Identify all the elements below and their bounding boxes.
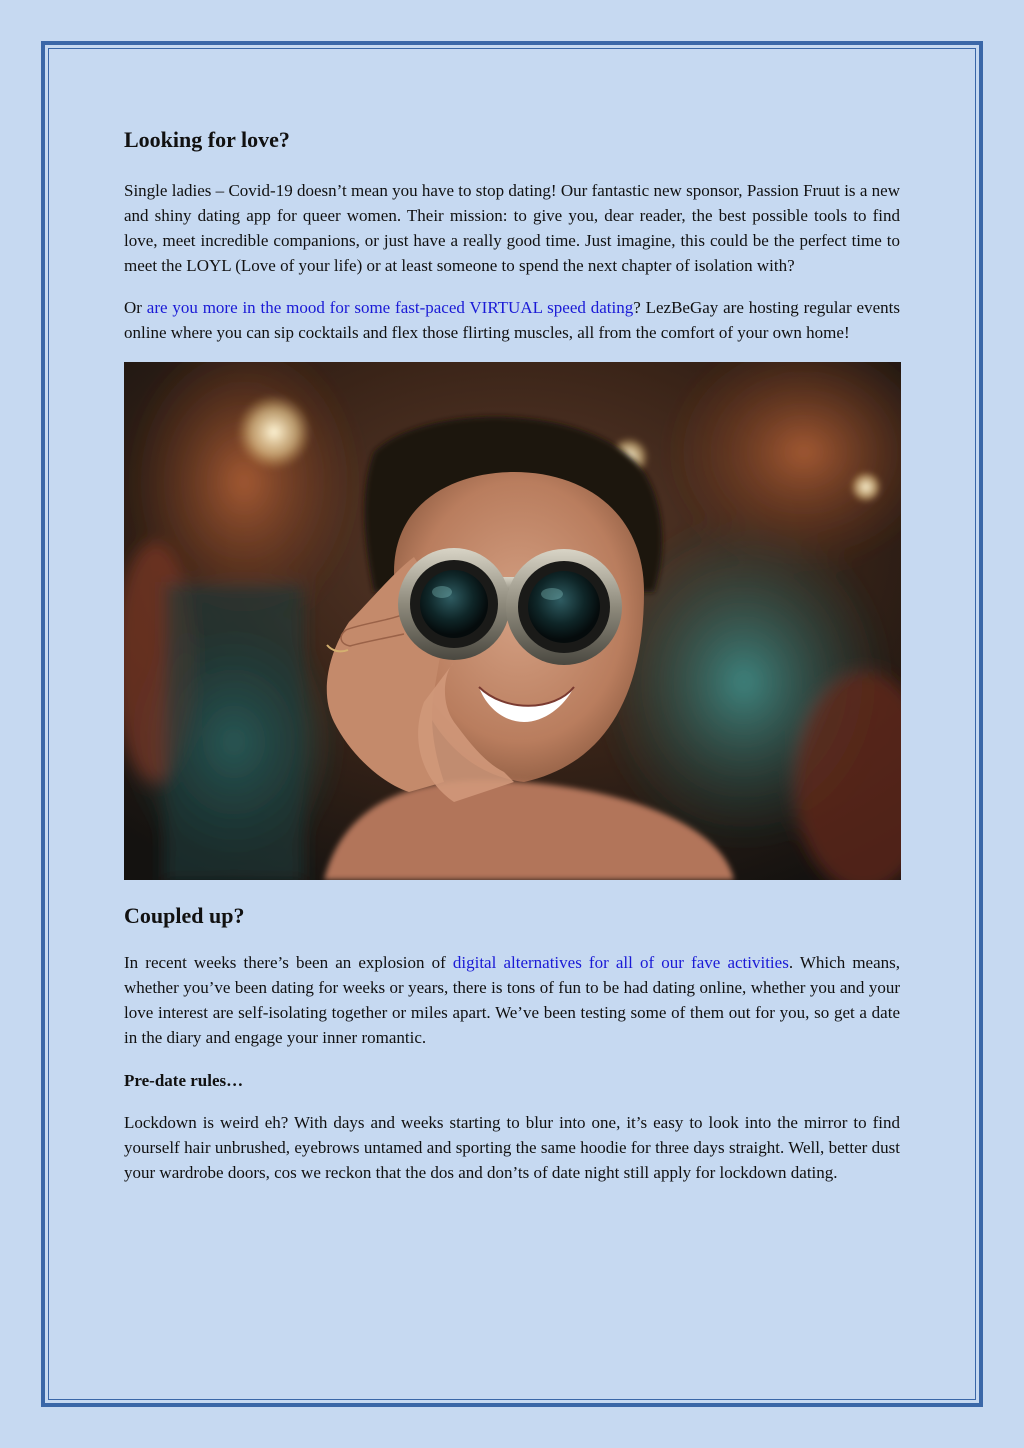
binoculars-photo-illustration [124, 362, 901, 880]
digital-alternatives-link[interactable]: digital alternatives for all of our fave activities [452, 952, 789, 972]
paragraph-virtual-dating-prefix: Or [124, 298, 147, 318]
paragraph-digital-alternatives-prefix: In recent weeks there’s been an explosion of [124, 952, 453, 972]
paragraph-virtual-dating [124, 295, 900, 345]
subheading-pre-date-rules: Pre-date rules… [124, 1070, 244, 1090]
paragraph-lockdown: Lockdown is weird eh? With days and weeks starting to blur into one, it’s easy to look into the mirror to find yourself hair unbrushed, eyebrows untamed and sporting the same hoodie for three days straight. Well, better dust your wardrobe doors, cos we reckon that the dos and don’ts of date night still apply for lockdown dating. [124, 1112, 900, 1182]
paragraph-digital-alternatives-suffix: . Which means, whether you’ve been dating for weeks or years, there is tons of fun to be had dating online, whether you and your love interest are self-isolating together or miles apart. We’ve been testing some of them out for you, so get a date in the diary and engage your inner romantic. [124, 952, 900, 1047]
article-content [124, 120, 900, 1185]
paragraph-digital-alternatives [124, 950, 900, 1050]
paragraph-virtual-dating-suffix: ? LezBeGay are hosting regular events online where you can sip cocktails and flex those flirting muscles, all from the comfort of your own home! [124, 298, 900, 343]
heading-coupled-up: Coupled up? [124, 903, 245, 929]
binoculars-photo [124, 362, 901, 880]
heading-looking-for-love: Looking for love? [124, 127, 290, 152]
paragraph-intro: Single ladies – Covid-19 doesn’t mean you have to stop dating! Our fantastic new sponsor, Passion Fruut is a new and shiny dating app for queer women. Their mission: to give you, dear reader, the best possible tools to find love, meet incredible companions, or just have a really good time. Just imagine, this could be the perfect time to meet the LOYL (Love of your life) or at least someone to spend the next chapter of isolation with? [124, 181, 900, 276]
virtual-speed-dating-link[interactable]: are you more in the mood for some fast-paced VIRTUAL speed dating [146, 298, 634, 318]
